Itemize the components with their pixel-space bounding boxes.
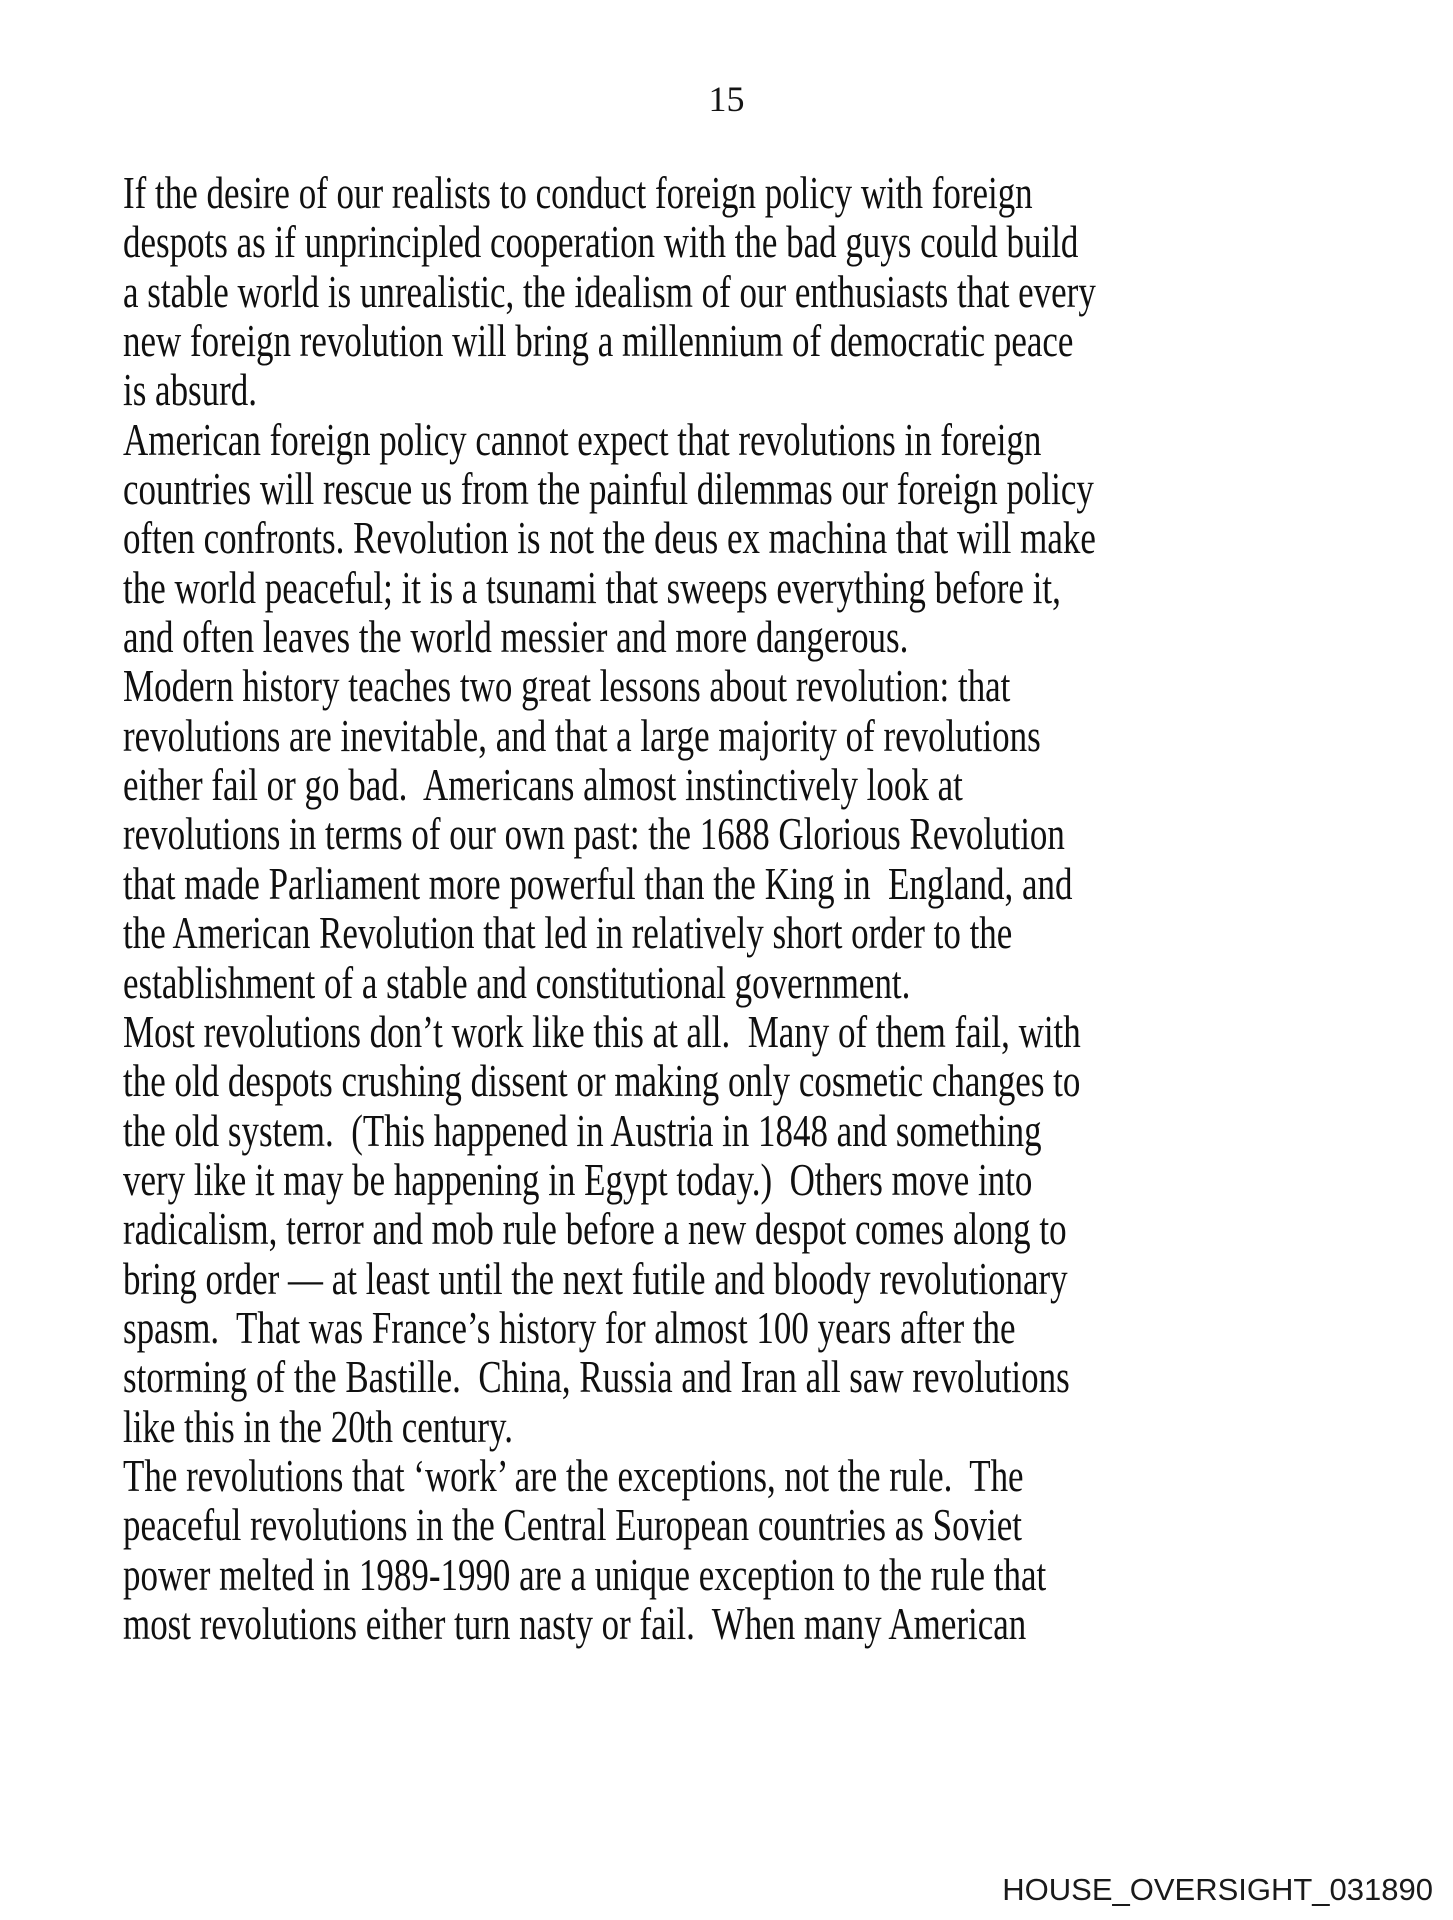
text-line: that made Parliament more powerful than the King in England, and: [123, 857, 1073, 909]
text-line: the American Revolution that led in relatively short order to the: [123, 907, 1013, 959]
paragraph: [123, 1007, 1353, 1451]
text-line: Modern history teaches two great lessons about revolution: that: [123, 660, 1011, 712]
text-line: bring order — at least until the next futile and bloody revolutionary: [123, 1252, 1068, 1304]
text-line: power melted in 1989-1990 are a unique exception to the rule that: [123, 1548, 1047, 1600]
text-line: storming of the Bastille. China, Russia and Iran all saw revolutions: [123, 1351, 1070, 1403]
text-line: revolutions are inevitable, and that a large majority of revolutions: [123, 709, 1041, 761]
text-line: either fail or go bad. Americans almost instinctively look at: [123, 759, 963, 811]
text-line: spasm. That was France’s history for almost 100 years after the: [123, 1301, 1016, 1353]
text-line: new foreign revolution will bring a millennium of democratic peace: [123, 315, 1074, 367]
text-line: the old despots crushing dissent or making only cosmetic changes to: [123, 1055, 1081, 1107]
page-number: 15: [708, 79, 745, 119]
text-line: The revolutions that ‘work’ are the exceptions, not the rule. The: [123, 1449, 1024, 1501]
text-line: like this in the 20th century.: [123, 1400, 513, 1452]
paragraph: [123, 1451, 1353, 1648]
text-line: is absurd.: [123, 364, 258, 416]
text-line: establishment of a stable and constitutional government.: [123, 956, 911, 1008]
text-line: If the desire of our realists to conduct foreign policy with foreign: [123, 167, 1033, 218]
text-line: and often leaves the world messier and more dangerous.: [123, 611, 909, 663]
paragraph: [123, 661, 1353, 1006]
text-line: a stable world is unrealistic, the idealism of our enthusiasts that every: [123, 265, 1096, 317]
text-line: peaceful revolutions in the Central European countries as Soviet: [123, 1499, 1022, 1551]
paragraph: [123, 168, 1353, 415]
text-line: radicalism, terror and mob rule before a new despot comes along to: [123, 1203, 1067, 1255]
text-line: countries will rescue us from the painful dilemmas our foreign policy: [123, 463, 1094, 515]
text-line: revolutions in terms of our own past: the 1688 Glorious Revolution: [123, 808, 1065, 860]
text-line: despots as if unprincipled cooperation with the bad guys could build: [123, 216, 1079, 268]
text-line: the old system. (This happened in Austria in 1848 and something: [123, 1104, 1042, 1156]
document-body: [123, 168, 1353, 1648]
text-line: Most revolutions don’t work like this at all. Many of them fail, with: [123, 1005, 1081, 1057]
text-line: very like it may be happening in Egypt today.) Others move into: [123, 1153, 1033, 1205]
text-line: often confronts. Revolution is not the deus ex machina that will make: [123, 512, 1096, 564]
text-line: most revolutions either turn nasty or fail. When many American: [123, 1597, 1027, 1649]
text-line: the world peaceful; it is a tsunami that sweeps everything before it,: [123, 561, 1061, 613]
text-line: American foreign policy cannot expect that revolutions in foreign: [123, 413, 1042, 465]
bates-stamp: HOUSE_OVERSIGHT_031890: [1002, 1872, 1433, 1907]
paragraph: [123, 415, 1353, 662]
